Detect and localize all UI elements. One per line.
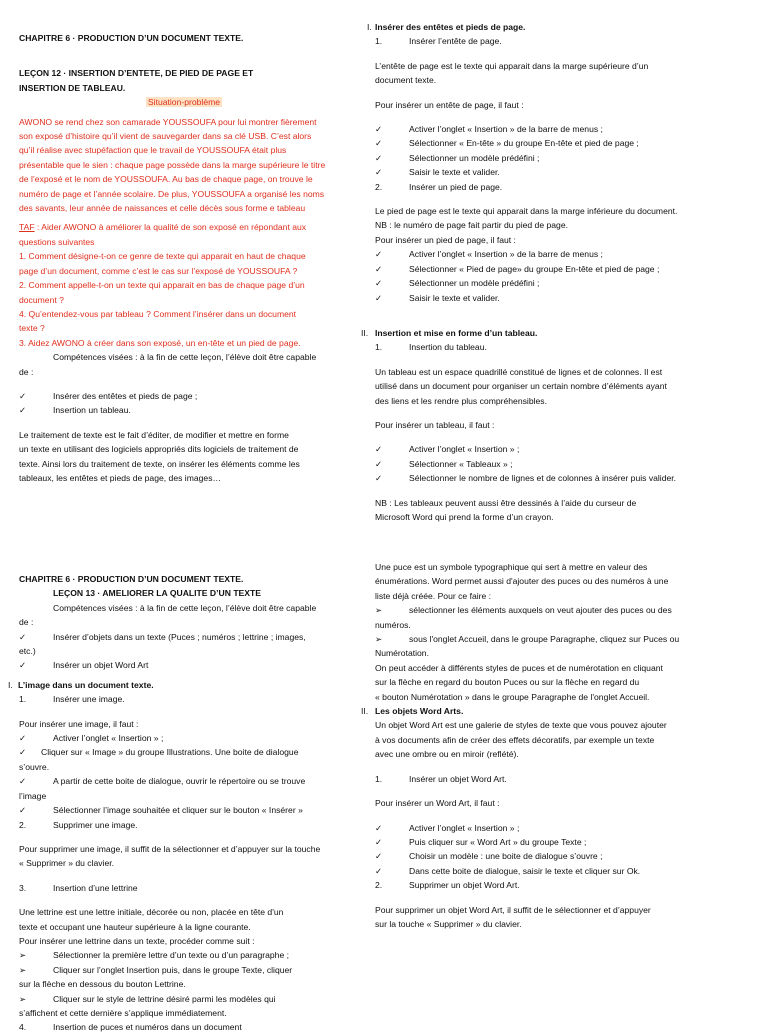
arrow-icon: ➢ [375, 634, 383, 645]
tableau-definition: Un tableau est un espace quadrillé constitué de lignes et de colonnes. Il est utilisé dans un document pour organiser un certain nombre d’éléments ayant des liens et les rendre plus compréhensibles. [375, 366, 667, 406]
competences-line: Compétences visées : à la fin de cette leçon, l’élève doit être capable [53, 602, 317, 613]
arrow-icon: ➢ [19, 993, 27, 1004]
tableau-how: Pour insérer un tableau, il faut : [375, 419, 495, 430]
section-heading: II. Les objets Word Arts. [361, 706, 464, 717]
situation-story: AWONO se rend chez son camarade YOUSSOUFA pour lui montrer fièrement son exposé d’histoire qu’il vient de sauvegarder dans sa clé USB. C’est alors qu’il réalise avec stupéfaction que le travail de YOUSSOUFA était plus présentable que le sien : chaque page possède dans la marge supérieure le titre de l’exposé et le nom de YOUSSOUFA. Au bas de chaque page, on trouve le numéro de page et l’année scolaire. De plus, YOUSSOUFA a organisé les noms des savants, leur année de naissances et celle décès sous forme e tableau [19, 116, 326, 214]
check-icon: ✓ [375, 851, 383, 862]
lettrine-definition: Une lettrine est une lettre initiale, décorée ou non, placée en tête d'un texte et occupant une hauteur supérieure à la ligne courante. Pour insérer une lettrine dans un texte, procéder comme suit : [19, 907, 284, 946]
wordart-how: Pour insérer un Word Art, il faut : [375, 798, 500, 809]
check-icon: ✓ [375, 865, 383, 876]
subsection-heading: 1. Insertion du tableau. [375, 342, 487, 353]
situation-heading: Situation-problème [147, 97, 221, 108]
check-icon: ✓ [19, 405, 27, 416]
image-how: Pour insérer une image, il faut : [19, 718, 139, 729]
check-icon: ✓ [375, 458, 383, 469]
section-heading: II. Insertion et mise en forme d’un tableau. [361, 327, 538, 338]
tableau-steps: ✓ Activer l’onglet « Insertion » ; ✓ Sélectionner « Tableaux » ; ✓ Sélectionner le nombre de lignes et de colonnes à insérer puis valider. [367, 442, 707, 485]
lesson12-body-column [361, 20, 707, 524]
competences-line: de : [19, 617, 34, 628]
section-heading: I. L’image dans un document texte. [8, 679, 154, 690]
lesson-title: LEÇON 13 · AMELIORER LA QUALITE D’UN TEXTE [53, 588, 262, 599]
lesson12-intro-column [19, 31, 349, 485]
lettrine-steps: ➢ Sélectionner la première lettre d’un texte ou d’un paragraphe ; ➢ Cliquer sur l’onglet Insertion puis, dans le groupe Texte, cliquer sur la flèche en dessous du bouton Lettrine. ➢ Cliquer sur le style de lettrine désiré parmi les modèles qui s’affichent et cette dernière s’applique immédiatement. 4. Insertion de puces et numéros dans un document [8, 948, 353, 1034]
check-icon: ✓ [19, 805, 27, 816]
entete-definition: L’entête de page est le texte qui apparait dans la marge supérieure d’un document texte. [375, 60, 649, 86]
puce-steps: ➢ sélectionner les éléments auxquels on veut ajouter des puces ou des numéros. ➢ sous l'onglet Accueil, dans le groupe Paragraphe, cliquez sur Puces ou Numérotation. [375, 605, 680, 659]
check-item: ✓ Insérer des entêtes et pieds de page ; [19, 389, 349, 403]
check-icon: ✓ [375, 249, 383, 260]
lesson13-continued-column [361, 560, 711, 931]
check-icon: ✓ [19, 747, 27, 758]
subsection-heading: 4. Insertion de puces et numéros dans un document [19, 1022, 242, 1033]
check-icon: ✓ [375, 836, 383, 847]
chapter-title: CHAPITRE 6 · PRODUCTION D’UN DOCUMENT TEXTE. [19, 33, 244, 43]
check-icon: ✓ [375, 278, 383, 289]
arrow-icon: ➢ [19, 950, 27, 961]
check-icon: ✓ [375, 263, 383, 274]
check-icon: ✓ [375, 152, 383, 163]
puce-more: On peut accéder à différents styles de puces et de numérotation en cliquant sur la flèche en regard du bouton Puces ou sur la flèche en regard du « bouton Numérotation » dans le groupe Paragraphe de l'onglet Accueil. [375, 662, 663, 702]
wordart-steps: ✓ Activer l’onglet « Insertion » ; ✓ Puis cliquer sur « Word Art » du groupe Texte ; ✓ Choisir un modèle : une boite de dialogue s’ouvre ; ✓ Dans cette boite de dialogue, saisir le texte et cliquer sur Ok. 2. Supprimer un objet Word Art. [361, 821, 711, 893]
check-icon: ✓ [19, 631, 27, 642]
chapter-title: CHAPITRE 6 · PRODUCTION D’UN DOCUMENT TEXTE. [19, 574, 244, 584]
entete-steps: ✓ Activer l’onglet « Insertion » de la barre de menus ; ✓ Sélectionner « En-tête » du groupe En-tête et pied de page ; ✓ Sélectionner un modèle prédéfini ; ✓ Saisir le texte et valider. 2. Insérer un pied de page. [367, 122, 707, 194]
check-icon: ✓ [19, 776, 27, 787]
lesson13-column [8, 572, 353, 1035]
puce-definition: Une puce est un symbole typographique qui sert à mettre en valeur des énumérations. Word permet aussi d'ajouter des puces ou des numéros à une liste déjà créée. Pour ce faire : [375, 562, 669, 601]
pied-steps: ✓ Activer l’onglet « Insertion » de la barre de menus ; ✓ Sélectionner « Pied de page» du groupe En-tête et pied de page ; ✓ Sélectionner un modèle prédéfini ; ✓ Saisir le texte et valider. [367, 247, 707, 305]
traitement-paragraph: Le traitement de texte est le fait d’éditer, de modifier et mettre en forme un texte en utilisant des logiciels appropriés dits logiciels de traitement de texte. Ainsi lors du traitement de texte, on insérer les éléments comme les tableaux, les entêtes et pieds de page, des images… [19, 429, 300, 483]
subsection-heading: 1. Insérer une image. [19, 694, 125, 705]
subsection-heading: 1. Insérer l’entête de page. [375, 36, 502, 47]
pied-definition: Le pied de page est le texte qui apparait dans la marge inférieure du document. NB : le numéro de page fait partir du pied de page. Pour insérer un pied de page, il faut : [375, 206, 678, 245]
objectives: ✓ Insérer d’objets dans un texte (Puces ; numéros ; lettrine ; images, etc.) ✓ Insérer un objet Word Art [8, 630, 353, 673]
check-item: ✓ Insertion un tableau. [19, 403, 349, 417]
subsection-heading: 2. Supprimer une image. [19, 819, 138, 830]
taf-questions: TAF : Aider AWONO à améliorer la qualité de son exposé en répondant aux questions suivantes 1. Comment désigne-t-on ce genre de texte qui apparait en haut de chaque page d’un document, comme c’est le cas sur l’exposé de YOUSSOUFA ? 2. Comment appelle-t-on un texte qui apparait en bas de chaque page d’un document ? 4. Qu’entendez-vous par tableau ? Comment l’insérer dans un document texte ? 3. Aidez AWONO à créer dans son exposé, un en-tête et un pied de page. [19, 222, 307, 348]
competences-line: Compétences visées : à la fin de cette leçon, l’élève doit être capable [53, 352, 317, 363]
check-icon: ✓ [19, 390, 27, 401]
check-icon: ✓ [375, 167, 383, 178]
check-icon: ✓ [375, 138, 383, 149]
entete-how: Pour insérer un entête de page, il faut : [375, 99, 524, 110]
check-icon: ✓ [375, 473, 383, 484]
check-icon: ✓ [375, 124, 383, 135]
wordart-delete: Pour supprimer un objet Word Art, il suffit de le sélectionner et d’appuyer sur la touche « Supprimer » du clavier. [375, 904, 651, 929]
wordart-definition: Un objet Word Art est une galerie de styles de texte que vous pouvez ajouter à vos documents afin de créer des effets décoratifs, par exemple un texte avec une ombre ou en miroir (reflété). [375, 720, 667, 760]
arrow-icon: ➢ [19, 964, 27, 975]
check-icon: ✓ [375, 292, 383, 303]
check-icon: ✓ [375, 822, 383, 833]
check-icon: ✓ [19, 660, 27, 671]
section-heading: I. Insérer des entêtes et pieds de page. [367, 22, 526, 32]
image-steps: ✓ Activer l’onglet « Insertion » ; ✓ Cliquer sur « Image » du groupe Illustrations. Une boite de dialogue s’ouvre. ✓ A partir de cette boite de dialogue, ouvrir le répertoire ou se trouve l’image ✓ Sélectionner l’image souhaitée et cliquer sur le bouton « Insérer » 2. Supprimer une image. [8, 731, 353, 832]
subsection-heading: 1. Insérer un objet Word Art. [375, 773, 507, 784]
competences-line: de : [19, 366, 34, 377]
check-icon: ✓ [19, 733, 27, 744]
image-delete: Pour supprimer une image, il suffit de la sélectionner et d’appuyer sur la touche « Supprimer » du clavier. [19, 843, 321, 869]
tableau-nb: NB : Les tableaux peuvent aussi être dessinés à l’aide du curseur de Microsoft Word qui prend la forme d’un crayon. [375, 497, 637, 522]
subsection-heading: 3. Insertion d’une lettrine [19, 882, 138, 893]
lesson-title-line-2: INSERTION DE TABLEAU. [19, 82, 126, 93]
check-icon: ✓ [375, 444, 383, 455]
subsection-heading: 2. Supprimer un objet Word Art. [375, 880, 520, 891]
arrow-icon: ➢ [375, 605, 383, 616]
lesson-title-line-1: LEÇON 12 · INSERTION D’ENTETE, DE PIED DE PAGE ET [19, 68, 254, 79]
subsection-heading: 2. Insérer un pied de page. [375, 181, 503, 192]
